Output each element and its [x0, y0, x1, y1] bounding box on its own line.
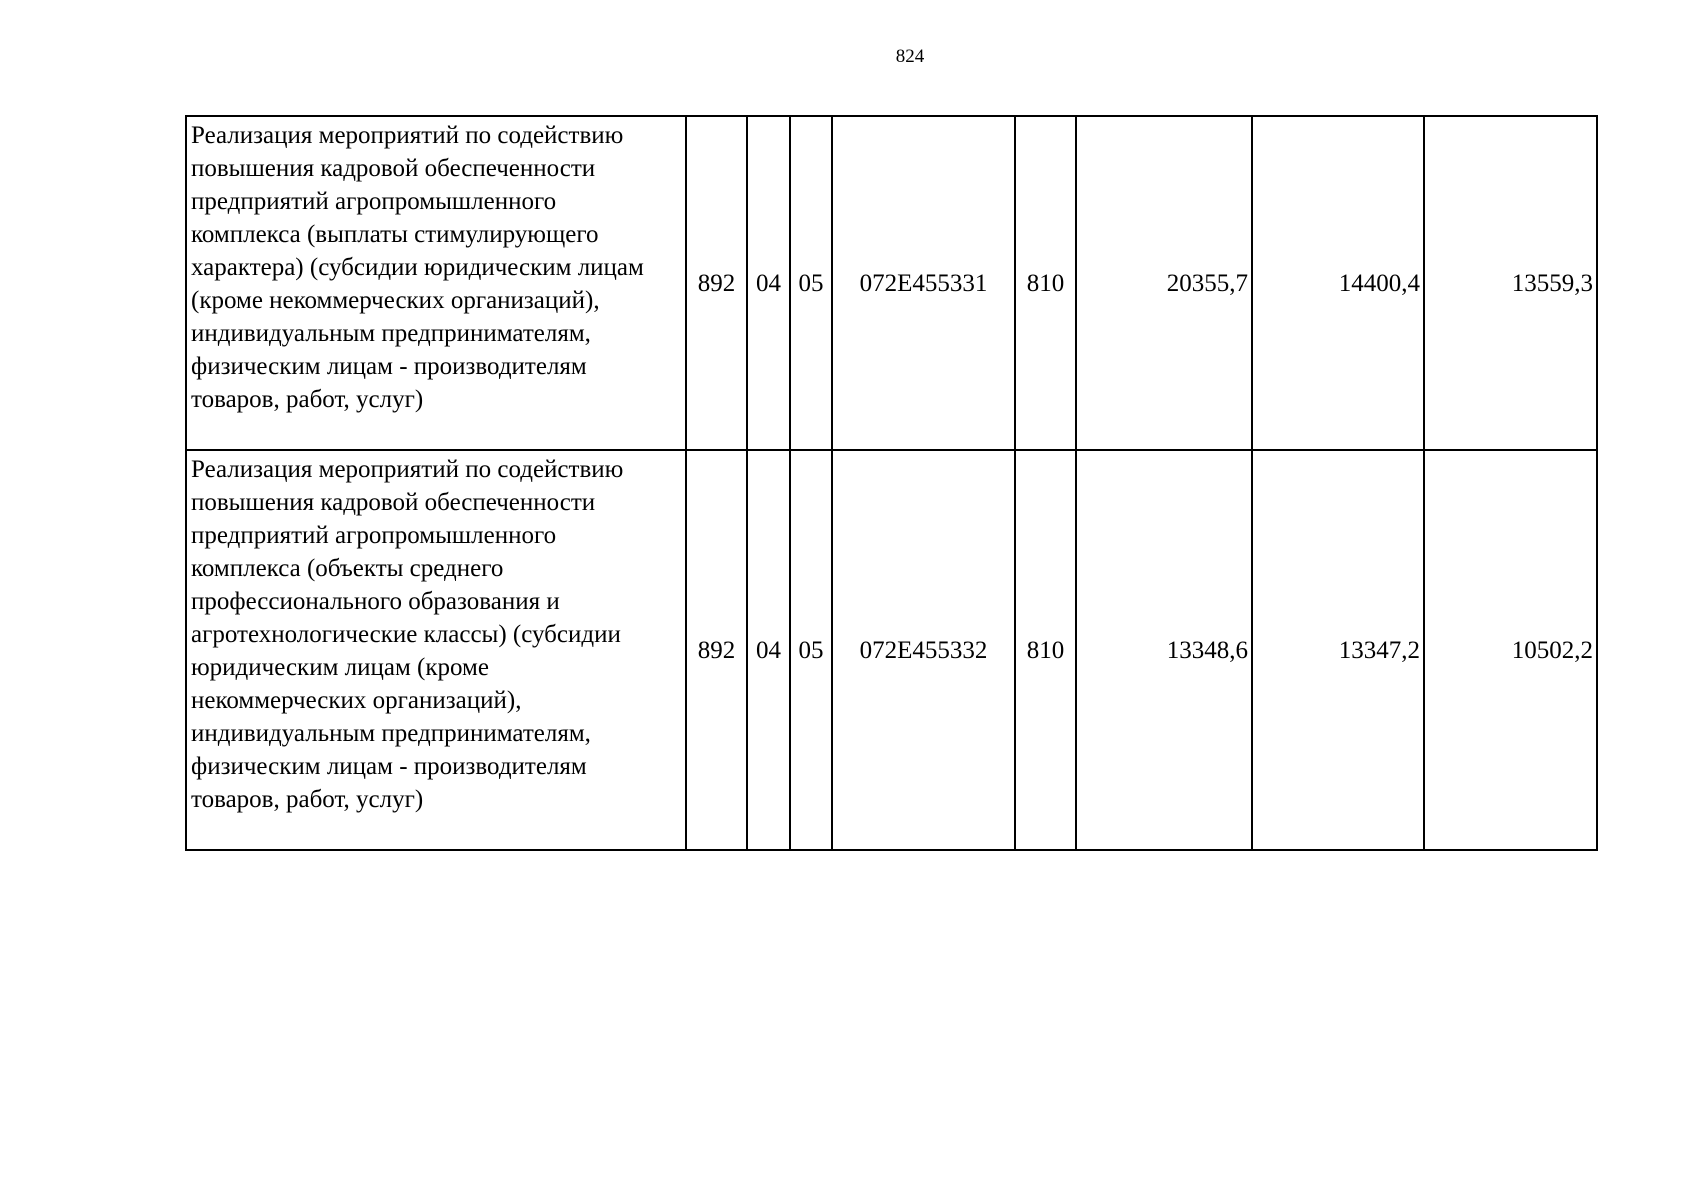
row-description-line: индивидуальным предпринимателям,	[191, 320, 591, 347]
ministry-code-cell: 892	[686, 450, 747, 850]
row-description-line: индивидуальным предпринимателям,	[191, 720, 591, 747]
row-description-line: физическим лицам - производителям	[191, 353, 587, 380]
row-description-line: профессионального образования и	[191, 588, 560, 615]
row-description-line: Реализация мероприятий по содействию	[191, 456, 624, 483]
row-description-line: комплекса (объекты среднего	[191, 555, 504, 582]
target-article-cell: 072E455331	[832, 116, 1015, 450]
row-description-line: (кроме некоммерческих организаций),	[191, 287, 600, 314]
row-description-line: Реализация мероприятий по содействию	[191, 122, 624, 149]
amount-1-cell: 20355,7	[1076, 116, 1252, 450]
row-description-line: агротехнологические классы) (субсидии	[191, 621, 621, 648]
row-description-line: предприятий агропромышленного	[191, 522, 557, 549]
ministry-code-cell: 892	[686, 116, 747, 450]
amount-2-cell: 13347,2	[1252, 450, 1424, 850]
table-row	[186, 116, 1597, 450]
section-code-cell: 04	[747, 450, 790, 850]
subsection-code-cell: 05	[790, 450, 832, 850]
row-description-line: некоммерческих организаций),	[191, 687, 522, 714]
row-description-line: товаров, работ, услуг)	[191, 786, 424, 813]
amount-1-cell: 13348,6	[1076, 450, 1252, 850]
row-description-line: предприятий агропромышленного	[191, 188, 557, 215]
row-description-line: повышения кадровой обеспеченности	[191, 155, 596, 182]
amount-3-cell: 13559,3	[1424, 116, 1597, 450]
row-description-cell	[186, 450, 686, 850]
section-code-cell: 04	[747, 116, 790, 450]
expense-type-cell: 810	[1015, 450, 1076, 850]
budget-table	[185, 115, 1598, 851]
row-description-cell	[186, 116, 686, 450]
row-description-line: товаров, работ, услуг)	[191, 386, 424, 413]
row-description-line: комплекса (выплаты стимулирующего	[191, 221, 599, 248]
subsection-code-cell: 05	[790, 116, 832, 450]
row-description-line: повышения кадровой обеспеченности	[191, 489, 596, 516]
expense-type-cell: 810	[1015, 116, 1076, 450]
amount-3-cell: 10502,2	[1424, 450, 1597, 850]
row-description-line: характера) (субсидии юридическим лицам	[191, 254, 644, 281]
row-description-line: физическим лицам - производителям	[191, 753, 587, 780]
target-article-cell: 072E455332	[832, 450, 1015, 850]
amount-2-cell: 14400,4	[1252, 116, 1424, 450]
page-number: 824	[895, 46, 925, 67]
row-description-line: юридическим лицам (кроме	[191, 654, 489, 681]
table-row	[186, 450, 1597, 850]
